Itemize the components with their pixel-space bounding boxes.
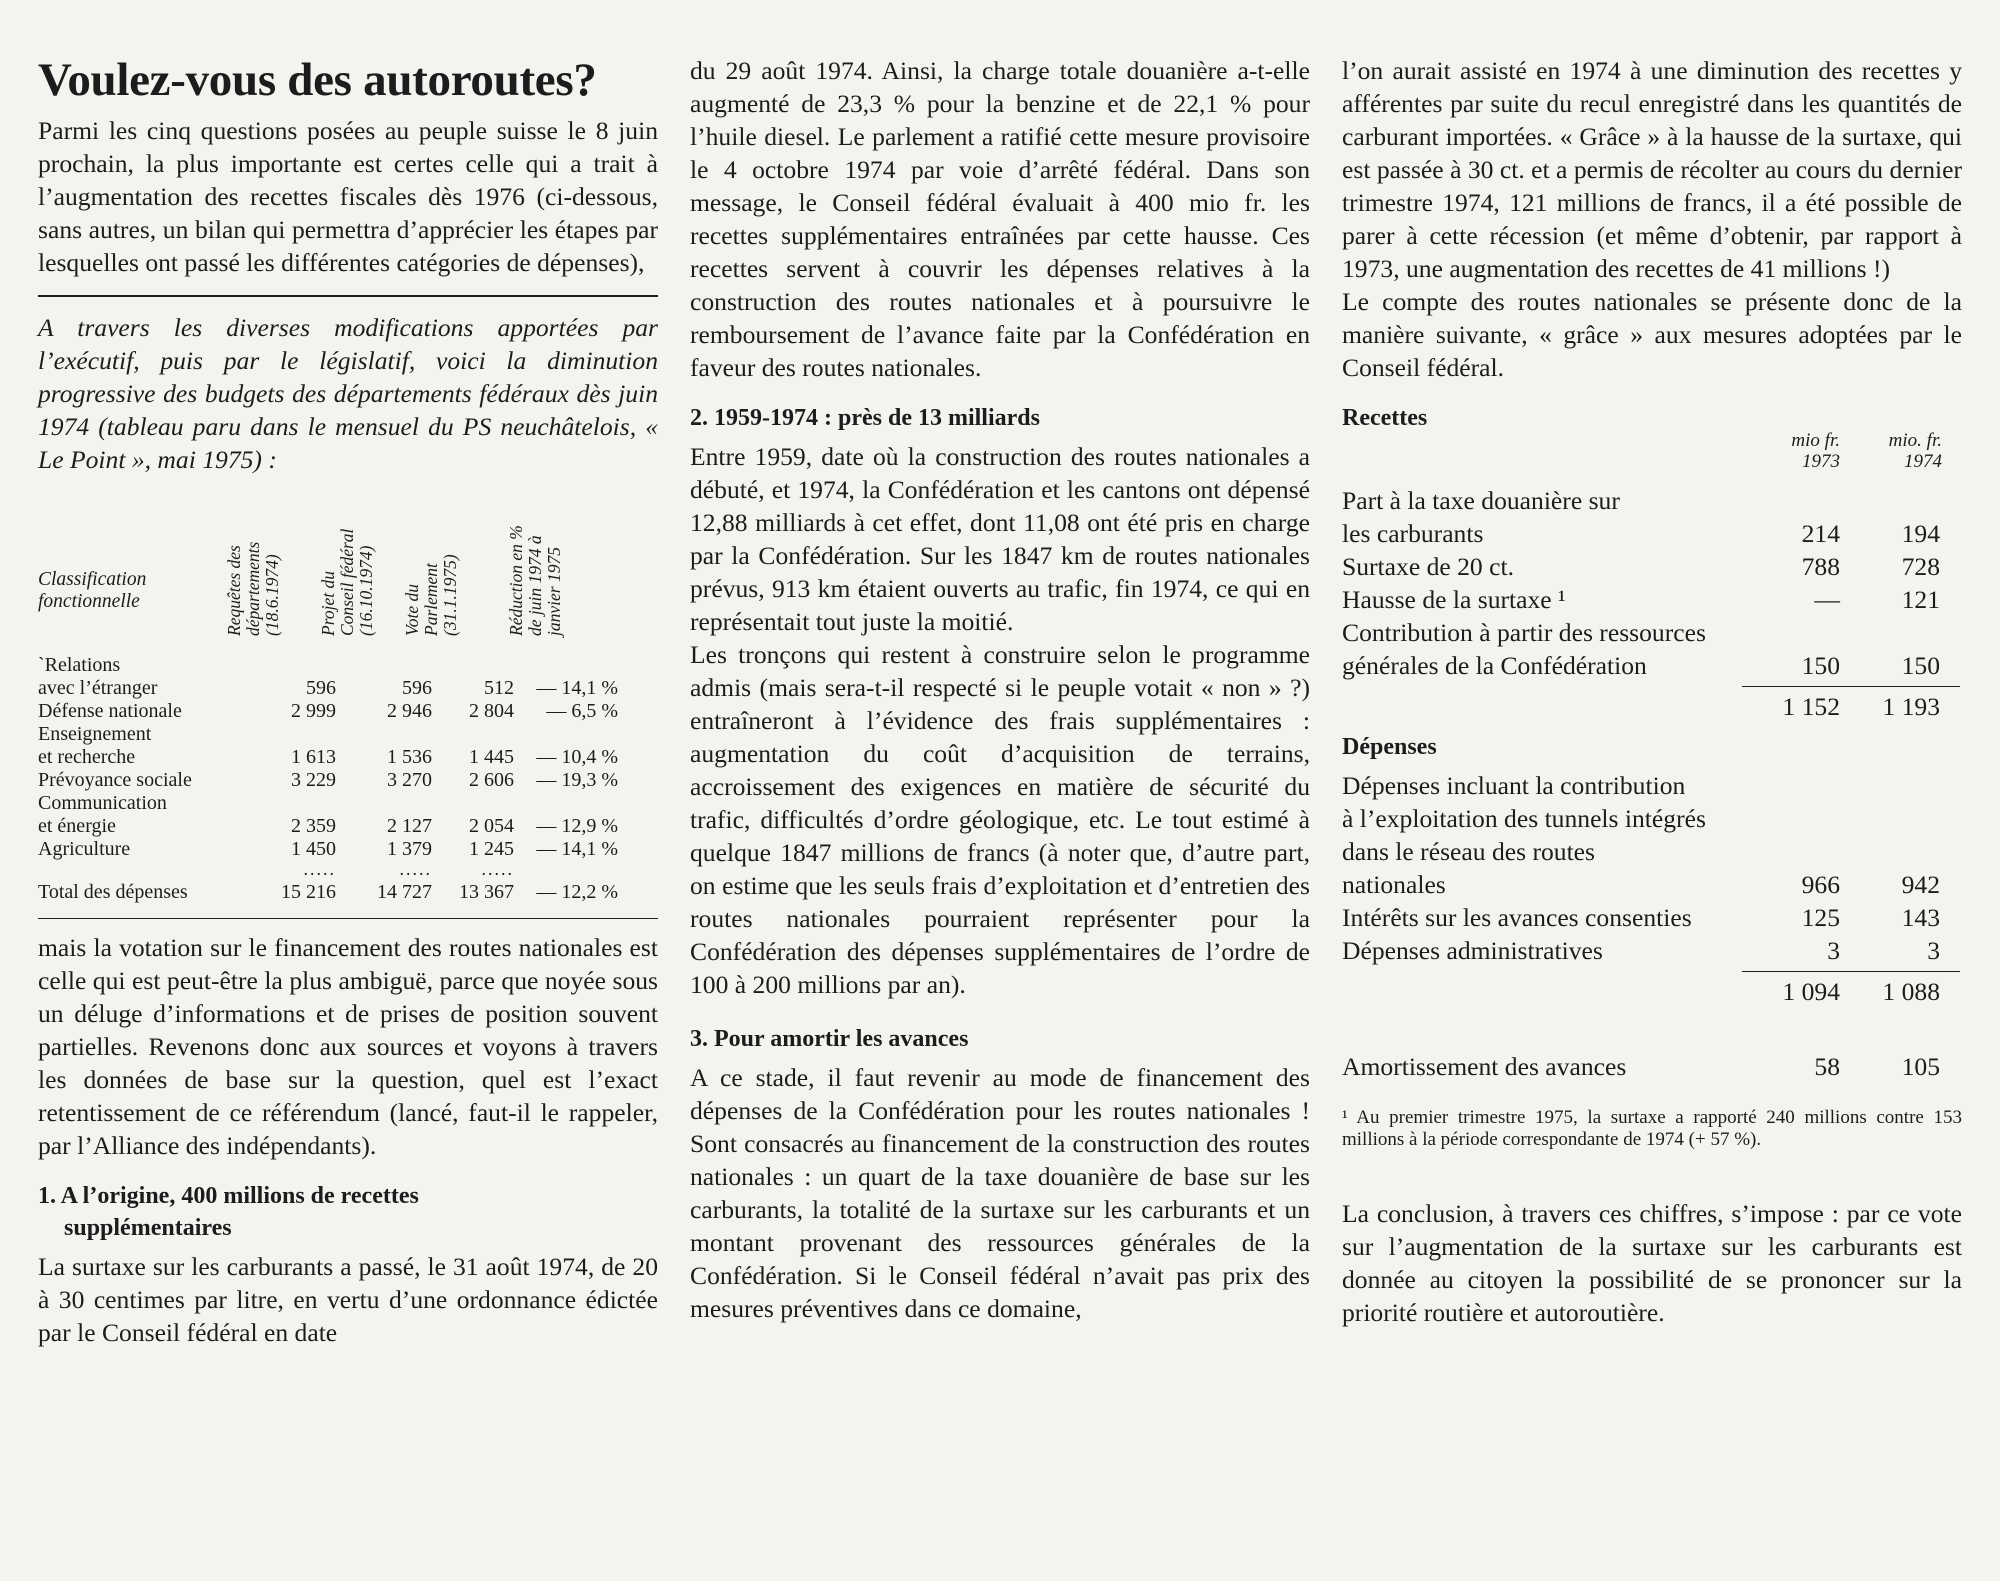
- article-title: Voulez-vous des autoroutes?: [38, 54, 597, 106]
- depenses-row: Dépenses incluant la contribution: [1342, 771, 1686, 800]
- depenses-row: à l’exploitation des tunnels intégrés: [1342, 804, 1706, 833]
- table-top-rule: [38, 295, 658, 297]
- table-class-header: Classification fonctionnelle: [38, 569, 147, 612]
- depenses-total-row: 1 094 1 088: [1782, 977, 1940, 1006]
- col3-paragraph-1: l’on aurait assisté en 1974 à une diminution des recettes y afférentes par suite du recul enregistré dans les quantités de carburant importées. « Grâce » à la hausse de la surtaxe, qui est passée à 30 ct. et a permis de récolter au cours du dernier trimestre 1974, 121 millions de francs, il a été possible de parer à cette récession (et même d’obtenir, par rapport à 1973, une augmentation des recettes de 41 millions !): [1342, 56, 1962, 283]
- table-body: [38, 654, 658, 904]
- depenses-total-rule: [1342, 967, 1962, 975]
- section-3-heading: 3. Pour amortir les avances: [690, 1026, 969, 1052]
- table-col-header-3: Vote du Parlement (31.1.1975): [402, 554, 460, 636]
- accounts-year-headers: [1342, 430, 1962, 484]
- after-table-paragraph: mais la votation sur le financement des routes nationales est celle qui est peut-être la plus ambiguë, parce que noyée sous un déluge d’informations et de prises de position souvent partielles. Revenons donc aux sources et voyons à travers les données de base sur la question, quel est l’exact retentissement de ce référendum (lancé, faut-il le rappeler, par l’Alliance des indépendants).: [38, 933, 658, 1160]
- conclusion-paragraph: La conclusion, à travers ces chiffres, s’impose : par ce vote sur l’augmentation de la surtaxe sur les carburants est donnée au citoyen la possibilité de se prononcer sur la priorité routière et autoroutière.: [1342, 1199, 1962, 1327]
- table-row: Prévoyance sociale 3 229 3 270 2 606 — 19,3 %: [38, 769, 618, 791]
- table-col-header-2: Projet du Conseil fédéral (16.10.1974): [318, 528, 376, 636]
- intro-paragraph: Parmi les cinq questions posées au peuple suisse le 8 juin prochain, la plus importante est certes celle qui a trait à l’augmentation des recettes fiscales dès 1976 (ci-dessous, sans autres, un bilan qui permettra d’apprécier les étapes par lesquelles ont passé les différentes catégories de dépenses),: [38, 116, 658, 277]
- column-3: [1342, 54, 1962, 1329]
- depenses-row: Dépenses administratives 3 3: [1342, 936, 1940, 965]
- col2-paragraph-1: du 29 août 1974. Ainsi, la charge totale douanière a-t-elle augmenté de 23,3 % pour la benzine et de 22,1 % pour l’huile diesel. Le parlement a ratifié cette mesure provisoire le 4 octobre 1974 par voie d’arrêté fédéral. Dans son message, le Conseil fédéral évaluait à 400 mio fr. les recettes supplémentaires entraînées par cette hausse. Ces recettes servent à couvrir les dépenses relatives à la construction des routes nationales et à poursuivre le remboursement de l’avance faite par la Confédération en faveur des routes nationales.: [690, 56, 1310, 382]
- depenses-row: nationales 966 942: [1342, 870, 1940, 899]
- table-total-row: Total des dépenses 15 216 14 727 13 367 — 12,2 %: [38, 881, 618, 903]
- column-2: [690, 54, 1310, 1325]
- recettes-total-rule: [1342, 682, 1962, 690]
- section-1-heading: 1. A l’origine, 400 millions de recettes supplémentaires: [38, 1183, 419, 1241]
- col2-paragraph-3: Les tronçons qui restent à construire selon le programme admis (mais sera-t-il respecté si le peuple votait « non » ?) entraîneront à l’évidence des frais supplémentaires : augmentation du coût d’acquisition de terrains, accroissement des exigences en matière de sécurité du trafic, difficultés d’ordre géologique, etc. Le tout estimé à quelque 1847 millions de francs (à noter que, d’autre part, on estime que les seuls frais d’exploitation et d’entretien des routes nationales pourraient représenter pour la Confédération des dépenses supplémentaires de l’ordre de 100 à 200 millions par an).: [690, 640, 1310, 999]
- recettes-row: Contribution à partir des ressources: [1342, 618, 1706, 647]
- table-row: Enseignement et recherche 1 613 1 536 1 445 — 10,4 %: [38, 723, 618, 768]
- year-header-1974: mio. fr. 1974: [1888, 430, 1942, 472]
- col3-paragraph-2: Le compte des routes nationales se présente donc de la manière suivante, « grâce » aux mesures adoptées par le Conseil fédéral.: [1342, 287, 1962, 382]
- recettes-table: [1342, 484, 1962, 682]
- year-header-1973: mio fr. 1973: [1791, 430, 1840, 472]
- depenses-heading: Dépenses: [1342, 734, 1437, 760]
- col2-paragraph-2: Entre 1959, date où la construction des routes nationales a débuté, et 1974, la Confédération et les cantons ont dépensé 12,88 milliards à cet effet, dont 11,08 ont été pris en charge par la Confédération. Sur les 1847 km de routes nationales prévus, 913 km étaient ouverts au trafic, fin 1974, ce qui en représentait tout juste la moitié.: [690, 442, 1310, 636]
- recettes-total-row: 1 152 1 193: [1782, 692, 1940, 721]
- table-bottom-rule: [38, 918, 658, 919]
- table-col-header-4: Réduction en % de juin 1974 à janvier 1975: [506, 525, 564, 636]
- section-2-heading: 2. 1959-1974 : près de 13 milliards: [690, 405, 1040, 431]
- recettes-row: Hausse de la surtaxe ¹ — 121: [1342, 585, 1940, 614]
- depenses-row: Intérêts sur les avances consenties 125 143: [1342, 903, 1940, 932]
- table-intro: A travers les diverses modifications apportées par l’exécutif, puis par le législatif, voici la diminution progressive des budgets des départements fédéraux dès juin 1974 (tableau paru dans le mensuel du PS neuchâtelois, « Le Point », mai 1975) :: [38, 313, 658, 474]
- footnote: ¹ Au premier trimestre 1975, la surtaxe a rapporté 240 millions contre 153 millions à la période correspondante de 1974 (+ 57 %).: [1342, 1107, 1962, 1150]
- recettes-row: générales de la Confédération 150 150: [1342, 651, 1940, 680]
- col2-paragraph-4: A ce stade, il faut revenir au mode de financement des dépenses de la Confédération pour les routes nationales ! Sont consacrés au financement de la construction des routes nationales : un quart de la taxe douanière de base sur les carburants, la totalité de la surtaxe sur les carburants et un montant provenant des ressources générales de la Confédération. Si le Conseil fédéral n’avait pas prix des mesures préventives dans ce domaine,: [690, 1063, 1310, 1323]
- recettes-row: Part à la taxe douanière sur: [1342, 486, 1620, 515]
- table-col-header-1: Requêtes des départements (18.6.1974): [224, 541, 282, 636]
- depenses-table: [1342, 769, 1962, 967]
- amortissement-row: Amortissement des avances 58 105: [1342, 1052, 1940, 1081]
- budget-table: [38, 476, 658, 908]
- recettes-heading: Recettes: [1342, 405, 1428, 431]
- table-row: Agriculture 1 450 1 379 1 245 — 14,1 %: [38, 838, 618, 860]
- column-1: [38, 52, 658, 1349]
- recettes-row: Surtaxe de 20 ct. 788 728: [1342, 552, 1940, 581]
- table-dots-row: ..... ..... .....: [303, 859, 514, 879]
- depenses-row: dans le réseau des routes: [1342, 837, 1596, 866]
- table-row: Défense nationale 2 999 2 946 2 804 — 6,5 %: [38, 700, 618, 722]
- section-1-paragraph: La surtaxe sur les carburants a passé, le 31 août 1974, de 20 à 30 centimes par litre, en vertu d’une ordonnance édictée par le Conseil fédéral en date: [38, 1252, 658, 1347]
- table-row: Communication et énergie 2 359 2 127 2 054 — 12,9 %: [38, 792, 618, 837]
- recettes-row: les carburants 214 194: [1342, 519, 1940, 548]
- table-row: `Relations avec l’étranger 596 596 512 — 14,1 %: [38, 654, 618, 699]
